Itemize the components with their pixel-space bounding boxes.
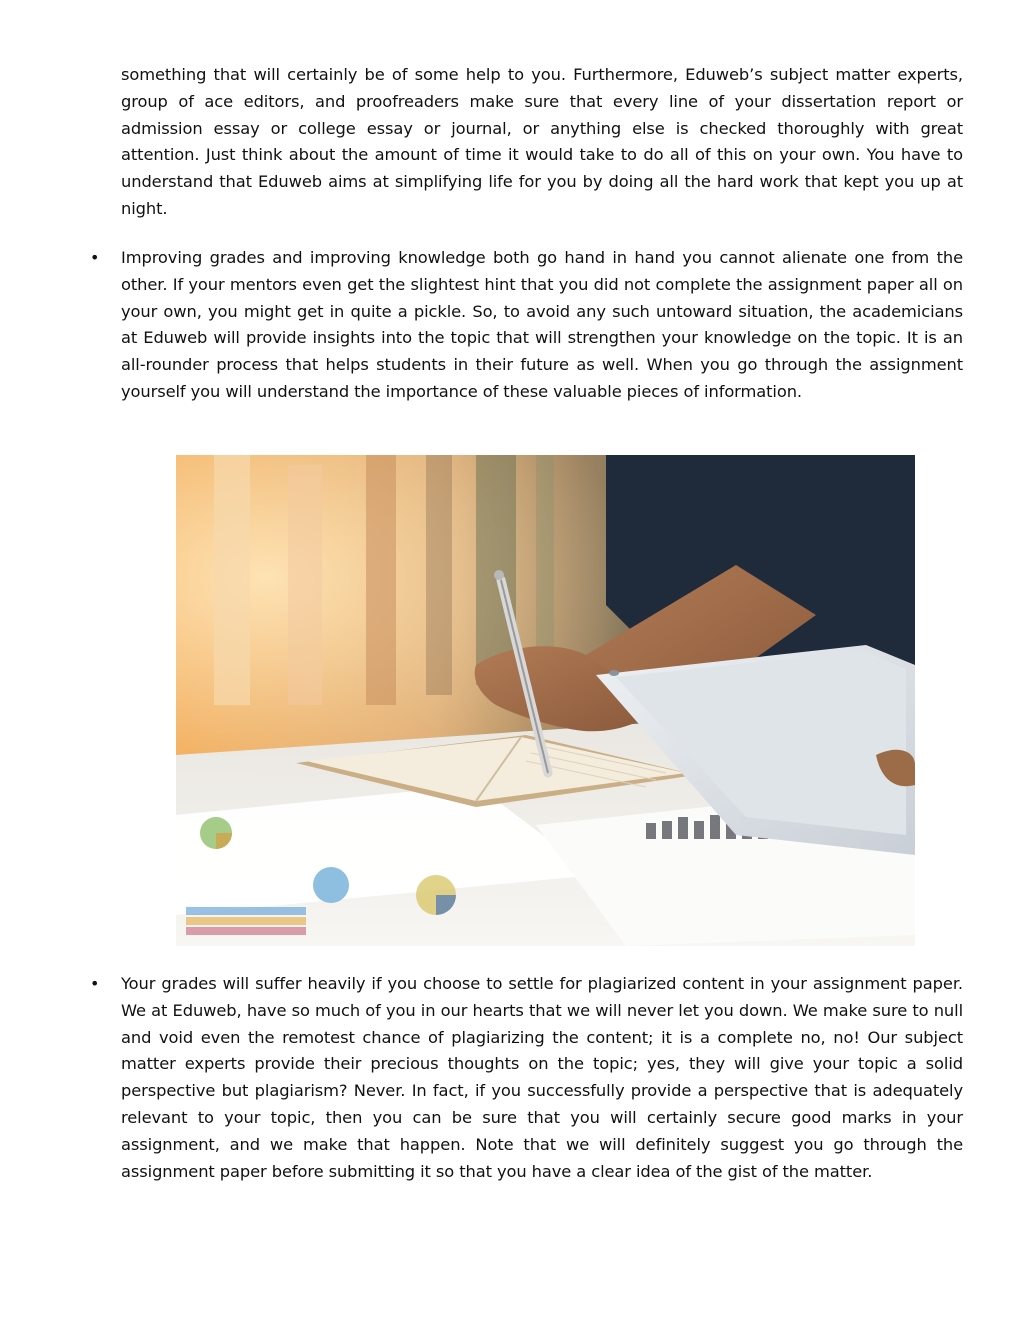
photo-illustration [176,455,915,946]
bullet-paragraph-knowledge: Improving grades and improving knowledge both go hand in hand you cannot alienate one from the other. If your mentors even get the slightest hint that you did not complete the assignment paper all on your own, you might get in quite a pickle. So, to avoid any such untoward situation, the academicians at Eduweb will provide insights into the topic that will strengthen your knowledge on the topic. It is an all-rounder process that helps students in their future as well. When you go through the assignment yourself you will understand the importance of these valuable pieces of information. [121,248,963,401]
writing-photo [176,455,915,946]
bullet-marker: • [90,248,100,267]
bullet-paragraph-plagiarism: Your grades will suffer heavily if you choose to settle for plagiarized content in your assignment paper. We at Eduweb, have so much of you in our hearts that we will never let you down. We make sure to null and void even the remotest chance of plagiarizing the content; it is a complete no, no! Our subject matter experts provide their precious thoughts on the topic; yes, they will give your topic a solid perspective but plagiarism? Never. In fact, if you successfully provide a perspective that is adequately relevant to your topic, then you can be sure that you will certainly secure good marks in your assignment, and we make that happen. Note that we will definitely suggest you go through the assignment paper before submitting it so that you have a clear idea of the gist of the matter. [121,974,963,1181]
paragraph-continuation: something that will certainly be of some help to you. Furthermore, Eduweb’s subject matter experts, group of ace editors, and proofreaders make sure that every line of your dissertation report or admission essay or college essay or journal, or anything else is checked thoroughly with great attention. Just think about the amount of time it would take to do all of this on your own. You have to understand that Eduweb aims at simplifying life for you by doing all the hard work that kept you up at night. [121,65,963,218]
bullet-marker: • [90,974,100,993]
